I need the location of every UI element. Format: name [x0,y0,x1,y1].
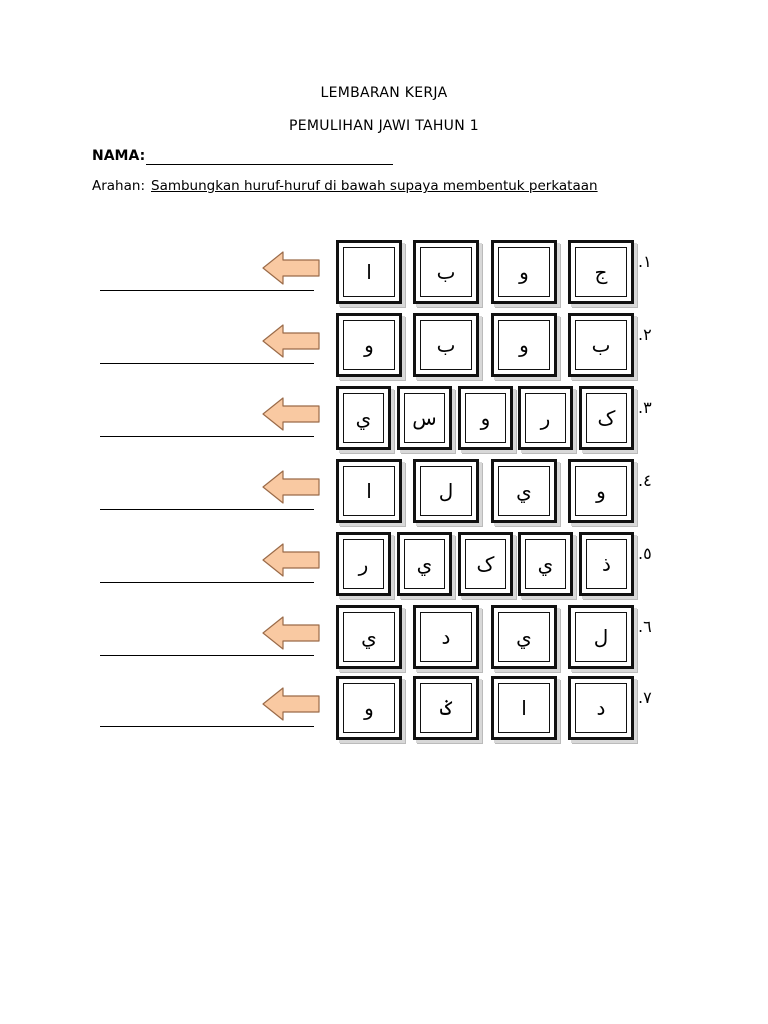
letter-tile-glyph: س [404,393,445,443]
letter-tile-glyph: ج [575,247,627,297]
letter-tile [579,532,634,596]
left-arrow-icon [261,615,321,651]
letter-tile [568,240,634,304]
letter-tile [568,676,634,740]
answer-line[interactable] [100,655,314,656]
row-number: .٤ [638,471,652,490]
letter-tile-glyph: ݢ [420,683,472,733]
letter-tile [458,532,513,596]
exercise-row [0,384,768,456]
letter-tile-glyph: ر [525,393,566,443]
letter-tile-glyph: ي [343,393,384,443]
left-arrow-icon [261,542,321,578]
exercise-row [0,674,768,746]
letter-tile [397,386,452,450]
letter-tile-glyph: ب [420,320,472,370]
letter-tile-glyph: ر [343,539,384,589]
letter-tile-glyph: و [575,466,627,516]
letter-tile-glyph: ل [575,612,627,662]
letter-tile-glyph: ي [404,539,445,589]
exercise-row [0,238,768,310]
name-label: NAMA: [92,148,146,164]
instruction-text: Sambungkan huruf-huruf di bawah supaya membentuk perkataan [151,178,598,194]
letter-tile [518,386,573,450]
letter-tile-glyph: و [343,683,395,733]
row-number: .٢ [638,325,652,344]
exercise-row [0,603,768,675]
letter-tile [336,532,391,596]
letter-tile [568,459,634,523]
letter-tile [336,459,402,523]
letter-tile-glyph: ک [465,539,506,589]
letter-tile [491,676,557,740]
row-number: .٧ [638,688,652,707]
letter-tile [336,313,402,377]
letter-tile [413,676,479,740]
letter-tile [336,240,402,304]
exercise-row [0,457,768,529]
letter-tile-glyph: ل [420,466,472,516]
letter-tile [491,313,557,377]
letter-tile-glyph: د [575,683,627,733]
instruction [92,178,598,194]
row-number: .١ [638,252,652,271]
letter-tile [413,459,479,523]
letter-tile [491,605,557,669]
worksheet-subtitle: PEMULIHAN JAWI TAHUN 1 [289,118,479,134]
letter-tile [336,386,391,450]
row-number: .٦ [638,617,652,636]
row-number: .٣ [638,398,652,417]
letter-tile-glyph: ا [343,466,395,516]
answer-line[interactable] [100,726,314,727]
letter-tile-glyph: ب [420,247,472,297]
letter-tile [458,386,513,450]
letter-tile [413,605,479,669]
letter-tile-glyph: ي [498,466,550,516]
letter-tile [568,605,634,669]
left-arrow-icon [261,469,321,505]
left-arrow-icon [261,250,321,286]
instruction-label: Arahan: [92,178,145,194]
letter-tile [413,313,479,377]
left-arrow-icon [261,396,321,432]
letter-tile [336,676,402,740]
letter-tile [518,532,573,596]
row-number: .٥ [638,544,652,563]
letter-tile [568,313,634,377]
left-arrow-icon [261,686,321,722]
exercise-row [0,530,768,602]
answer-line[interactable] [100,582,314,583]
letter-tile [397,532,452,596]
letter-tile [413,240,479,304]
letter-tile [336,605,402,669]
letter-tile-glyph: ا [498,683,550,733]
letter-tile-glyph: ي [498,612,550,662]
letter-tile-glyph: ا [343,247,395,297]
letter-tile-glyph: ي [343,612,395,662]
letter-tile [579,386,634,450]
letter-tile-glyph: ي [525,539,566,589]
answer-line[interactable] [100,509,314,510]
letter-tile-glyph: و [343,320,395,370]
letter-tile-glyph: و [498,247,550,297]
answer-line[interactable] [100,363,314,364]
letter-tile-glyph: و [465,393,506,443]
letter-tile-glyph: د [420,612,472,662]
letter-tile [491,459,557,523]
left-arrow-icon [261,323,321,359]
answer-line[interactable] [100,436,314,437]
letter-tile-glyph: ب [575,320,627,370]
letter-tile [491,240,557,304]
name-field[interactable] [146,164,393,165]
exercise-row [0,311,768,383]
answer-line[interactable] [100,290,314,291]
worksheet-title: LEMBARAN KERJA [320,85,448,101]
letter-tile-glyph: و [498,320,550,370]
letter-tile-glyph: ذ [586,539,627,589]
letter-tile-glyph: ک [586,393,627,443]
